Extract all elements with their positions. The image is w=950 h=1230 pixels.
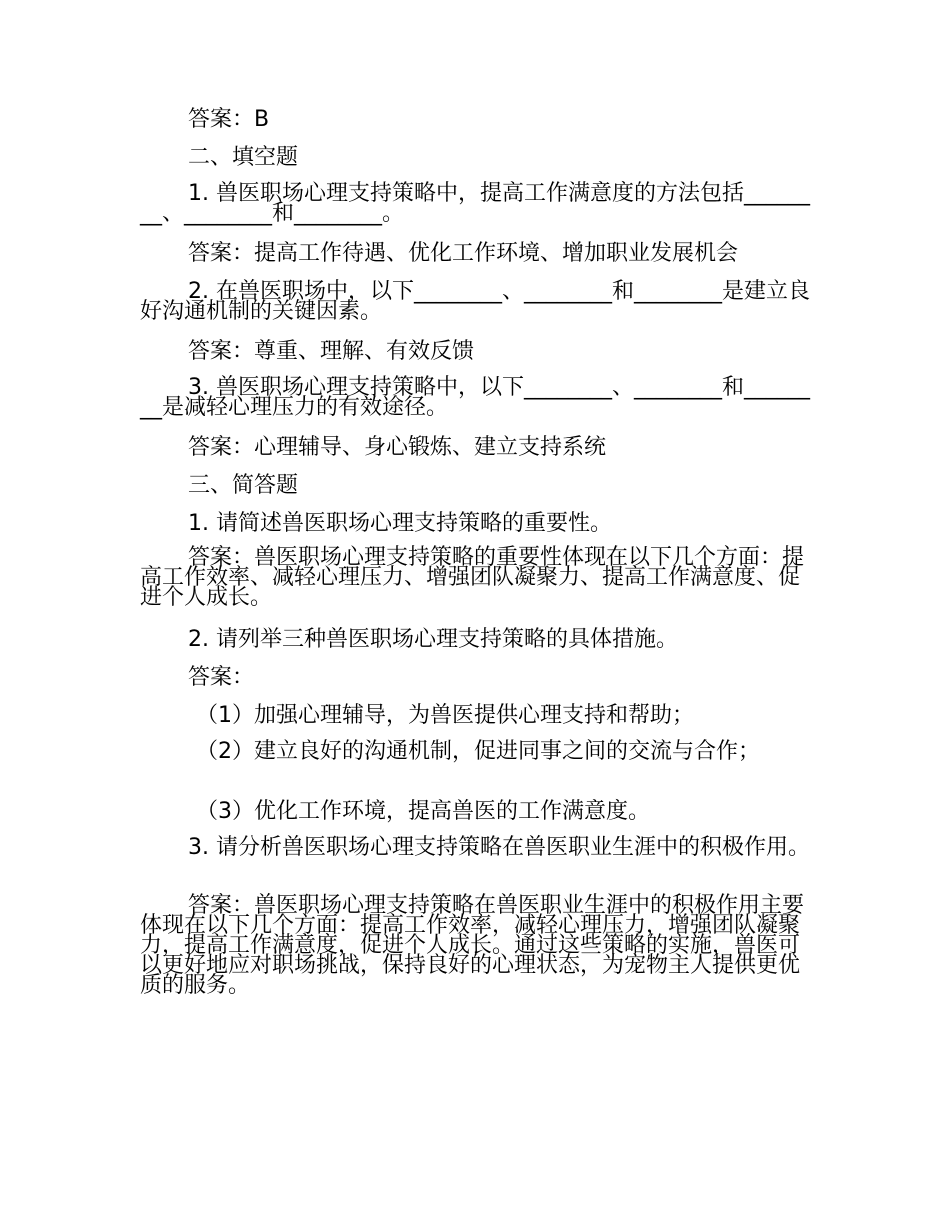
measure-item-1: （1）加强心理辅导，为兽医提供心理支持和帮助； <box>196 703 694 728</box>
short-answer-2-label: 答案： <box>188 665 255 690</box>
short-question-3: 3. 请分析兽医职场心理支持策略在兽医职业生涯中的积极作用。 <box>188 835 810 860</box>
fill-answer-1: 答案：提高工作待遇、优化工作环境、增加职业发展机会 <box>188 241 739 266</box>
section-fill-blank-heading: 二、填空题 <box>188 145 299 170</box>
short-answer-1: 答案：兽医职场心理支持策略的重要性体现在以下几个方面：提高工作效率、减轻心理压力、增强团队凝聚力、提高工作满意度、促进个人成长。 <box>140 545 805 610</box>
section-short-answer-heading: 三、简答题 <box>188 473 299 498</box>
fill-question-3: 3. 兽医职场心理支持策略中，以下________、________和________是减轻心理压力的有效途径。 <box>140 375 810 420</box>
measure-item-3: （3）优化工作环境，提高兽医的工作满意度。 <box>196 799 650 824</box>
fill-answer-2: 答案：尊重、理解、有效反馈 <box>188 339 475 364</box>
answer-b: 答案：B <box>188 107 270 132</box>
fill-answer-3: 答案：心理辅导、身心锻炼、建立支持系统 <box>188 435 607 460</box>
measure-item-2: （2）建立良好的沟通机制，促进同事之间的交流与合作； <box>196 739 760 764</box>
short-answer-3: 答案：兽医职场心理支持策略在兽医职业生涯中的积极作用主要体现在以下几个方面：提高工作效率，减轻心理压力，增强团队凝聚力，提高工作满意度，促进个人成长。通过这些策略的实施，兽医可以更好地应对职场挑战，保持良好的心理状态，为宠物主人提供更优质的服务。 <box>140 893 805 998</box>
short-question-2: 2. 请列举三种兽医职场心理支持策略的具体措施。 <box>188 627 678 652</box>
fill-question-1: 1. 兽医职场心理支持策略中，提高工作满意度的方法包括________、________和________。 <box>140 181 810 226</box>
short-question-1: 1. 请简述兽医职场心理支持策略的重要性。 <box>188 511 612 536</box>
fill-question-2: 2. 在兽医职场中，以下________、________和________是建立良好沟通机制的关键因素。 <box>140 279 810 324</box>
